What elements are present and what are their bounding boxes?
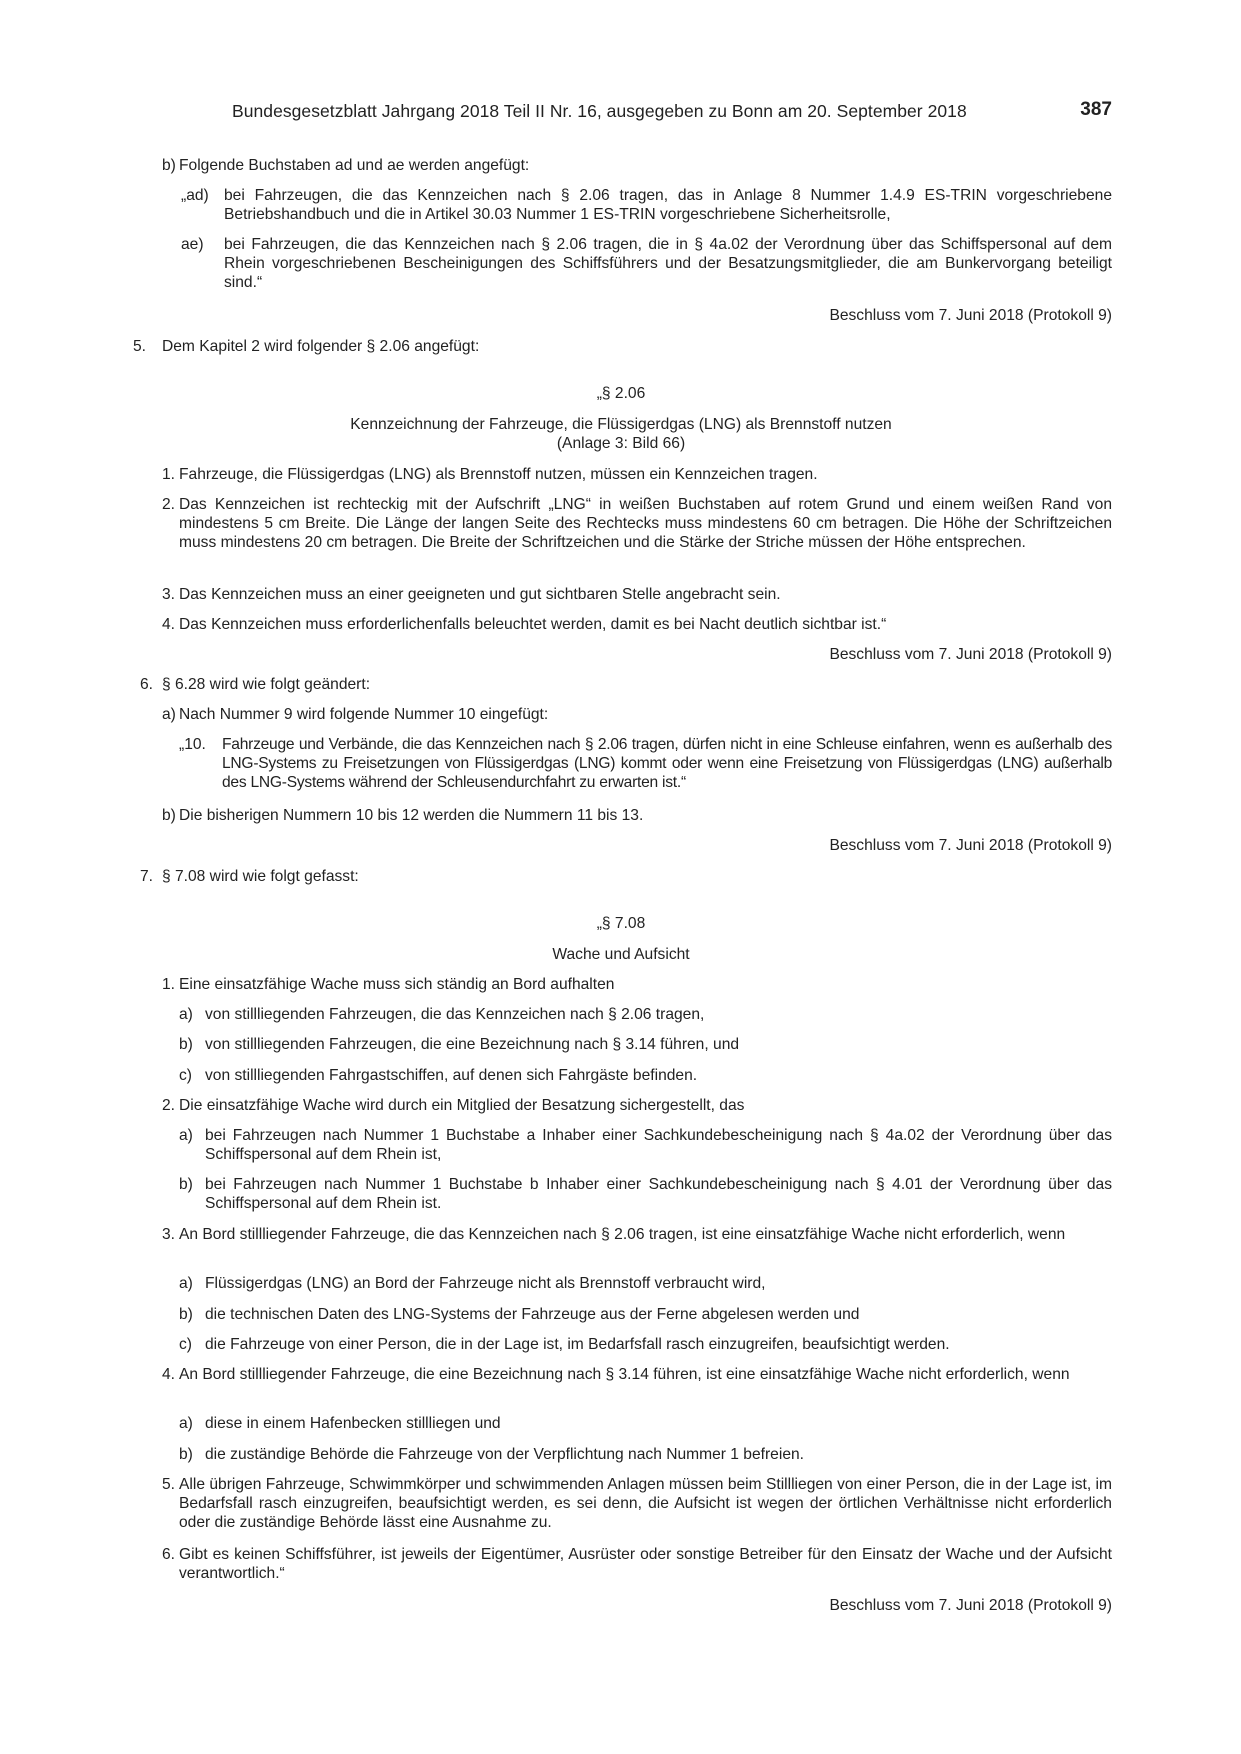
point-text: An Bord stillliegender Fahrzeuge, die das Kennzeichen nach § 2.06 tragen, ist eine einsatzfähige Wache nicht erforderlich, wenn: [179, 1226, 1066, 1243]
point-label: 4.: [162, 1366, 176, 1383]
point-text: Eine einsatzfähige Wache muss sich ständig an Bord aufhalten: [179, 976, 615, 993]
point-text: Fahrzeuge, die Flüssigerdgas (LNG) als Brennstoff nutzen, müssen ein Kennzeichen tragen.: [179, 466, 818, 483]
point-text: Alle übrigen Fahrzeuge, Schwimmkörper und schwimmenden Anlagen müssen beim Stillliegen von einer Person, die in der Lage ist, im Bedarfsfall rasch einzugreifen, beaufsichtigt werden, es sei denn, die Aufsicht ist wegen der örtlichen Verhältnisse nicht erforderlich oder die zuständige Behörde lässt eine Ausnahme zu.: [179, 1476, 1112, 1531]
sub-label: b): [179, 1306, 193, 1323]
resolution-1: Beschluss vom 7. Juni 2018 (Protokoll 9): [829, 307, 1112, 324]
resolution-4: Beschluss vom 7. Juni 2018 (Protokoll 9): [829, 1597, 1112, 1614]
point-text: Gibt es keinen Schiffsführer, ist jeweils der Eigentümer, Ausrüster oder sonstige Betreiber für den Einsatz der Wache und der Aufsicht verantwortlich.“: [179, 1546, 1112, 1582]
item-6-label: 6.: [140, 676, 154, 693]
page-number: 387: [1080, 99, 1112, 120]
sub-text: von stillliegenden Fahrzeugen, die eine Bezeichnung nach § 3.14 führen, und: [205, 1036, 740, 1053]
point-label: 1.: [162, 466, 176, 483]
item-7-text: § 7.08 wird wie folgt gefasst:: [162, 868, 359, 885]
item-5-label: 5.: [133, 338, 147, 355]
item-6-a-label: a): [162, 706, 176, 723]
b-text: Folgende Buchstaben ad und ae werden angefügt:: [179, 157, 530, 174]
section-7-08-heading: „§ 7.08: [596, 915, 646, 932]
sub-label: a): [179, 1275, 193, 1292]
resolution-2: Beschluss vom 7. Juni 2018 (Protokoll 9): [829, 646, 1112, 663]
item-7-label: 7.: [140, 868, 154, 885]
sub-label: a): [179, 1127, 193, 1144]
ae-text: bei Fahrzeugen, die das Kennzeichen nach § 2.06 tragen, die in § 4a.02 der Verordnung über das Schiffspersonal auf dem Rhein vorgeschriebenen Bescheinigungen des Schiffsführers und der Besatzungsmitglieder, die am Bunkervorgang beteiligt sind.“: [224, 236, 1112, 291]
item-6-a-text: Nach Nummer 9 wird folgende Nummer 10 eingefügt:: [179, 706, 549, 723]
point-text: An Bord stillliegender Fahrzeuge, die eine Bezeichnung nach § 3.14 führen, ist eine einsatzfähige Wache nicht erforderlich, wenn: [179, 1366, 1070, 1383]
sub-label: b): [179, 1036, 193, 1053]
sub-label: b): [179, 1176, 193, 1193]
number-10-label: „10.: [179, 736, 206, 753]
sub-text: die technischen Daten des LNG-Systems der Fahrzeuge aus der Ferne abgelesen werden und: [205, 1306, 860, 1323]
sub-text: diese in einem Hafenbecken stillliegen und: [205, 1415, 501, 1432]
resolution-3: Beschluss vom 7. Juni 2018 (Protokoll 9): [829, 837, 1112, 854]
sub-label: c): [179, 1067, 192, 1084]
item-6-b-text: Die bisherigen Nummern 10 bis 12 werden die Nummern 11 bis 13.: [179, 807, 644, 824]
sub-label: a): [179, 1006, 193, 1023]
sub-text: von stillliegenden Fahrzeugen, die das Kennzeichen nach § 2.06 tragen,: [205, 1006, 705, 1023]
sub-text: Flüssigerdgas (LNG) an Bord der Fahrzeuge nicht als Brennstoff verbraucht wird,: [205, 1275, 766, 1292]
item-5-text: Dem Kapitel 2 wird folgender § 2.06 angefügt:: [162, 338, 480, 355]
point-label: 4.: [162, 616, 176, 633]
item-6-b-label: b): [162, 807, 176, 824]
sub-text: bei Fahrzeugen nach Nummer 1 Buchstabe a Inhaber einer Sachkundebescheinigung nach § 4a.02 der Verordnung über das Schiffspersonal auf dem Rhein ist,: [205, 1127, 1112, 1163]
sub-text: die Fahrzeuge von einer Person, die in der Lage ist, im Bedarfsfall rasch einzugreifen, beaufsichtigt werden.: [205, 1336, 950, 1353]
number-10-text: Fahrzeuge und Verbände, die das Kennzeichen nach § 2.06 tragen, dürfen nicht in eine Schleuse einfahren, wenn es außerhalb des LNG-Systems zu Freisetzungen von Flüssigerdgas (LNG) kommt oder wenn eine Freisetzung von Flüssigerdgas (LNG) außerhalb des LNG-Systems während der Schleusendurchfahrt zu erwarten ist.“: [222, 736, 1112, 791]
section-2-06-title: Kennzeichnung der Fahrzeuge, die Flüssigerdgas (LNG) als Brennstoff nutzen: [350, 416, 892, 433]
page-header: [232, 100, 1112, 124]
point-text: Das Kennzeichen muss an einer geeigneten und gut sichtbaren Stelle angebracht sein.: [179, 586, 781, 603]
point-label: 2.: [162, 496, 176, 513]
sub-label: c): [179, 1336, 192, 1353]
section-7-08-title: Wache und Aufsicht: [552, 946, 690, 963]
sub-label: b): [179, 1446, 193, 1463]
point-label: 5.: [162, 1476, 176, 1493]
point-text: Das Kennzeichen muss erforderlichenfalls beleuchtet werden, damit es bei Nacht deutlich sichtbar ist.“: [179, 616, 887, 633]
sub-text: von stillliegenden Fahrgastschiffen, auf denen sich Fahrgäste befinden.: [205, 1067, 698, 1084]
point-label: 1.: [162, 976, 176, 993]
ad-text: bei Fahrzeugen, die das Kennzeichen nach § 2.06 tragen, das in Anlage 8 Nummer 1.4.9 ES-TRIN vorgeschriebene Betriebshandbuch und die in Artikel 30.03 Nummer 1 ES-TRIN vorgeschriebene Sicherheitsrolle,: [224, 187, 1112, 223]
sub-text: die zuständige Behörde die Fahrzeuge von der Verpflichtung nach Nummer 1 befreien.: [205, 1446, 804, 1463]
gazette-title: Bundesgesetzblatt Jahrgang 2018 Teil II Nr. 16, ausgegeben zu Bonn am 20. September 2018: [232, 101, 967, 121]
b-label: b): [162, 157, 176, 174]
ae-label: ae): [181, 236, 204, 253]
sub-text: bei Fahrzeugen nach Nummer 1 Buchstabe b Inhaber einer Sachkundebescheinigung nach § 4.01 der Verordnung über das Schiffspersonal auf dem Rhein ist.: [205, 1176, 1112, 1212]
point-label: 3.: [162, 586, 176, 603]
point-text: Das Kennzeichen ist rechteckig mit der Aufschrift „LNG“ in weißen Buchstaben auf rotem Grund und einem weißen Rand von mindestens 5 cm Breite. Die Länge der langen Seite des Rechtecks muss mindestens 60 cm betragen. Die Höhe der Schriftzeichen muss mindestens 20 cm betragen. Die Breite der Schriftzeichen und die Stärke der Striche müssen der Höhe entsprechen.: [179, 496, 1112, 551]
section-2-06-subtitle: (Anlage 3: Bild 66): [556, 435, 686, 452]
point-text: Die einsatzfähige Wache wird durch ein Mitglied der Besatzung sichergestellt, das: [179, 1097, 745, 1114]
point-label: 3.: [162, 1226, 176, 1243]
point-label: 2.: [162, 1097, 176, 1114]
section-2-06-heading: „§ 2.06: [596, 385, 646, 402]
item-6-text: § 6.28 wird wie folgt geändert:: [162, 676, 371, 693]
sub-label: a): [179, 1415, 193, 1432]
ad-label: „ad): [181, 187, 209, 204]
point-label: 6.: [162, 1546, 176, 1563]
